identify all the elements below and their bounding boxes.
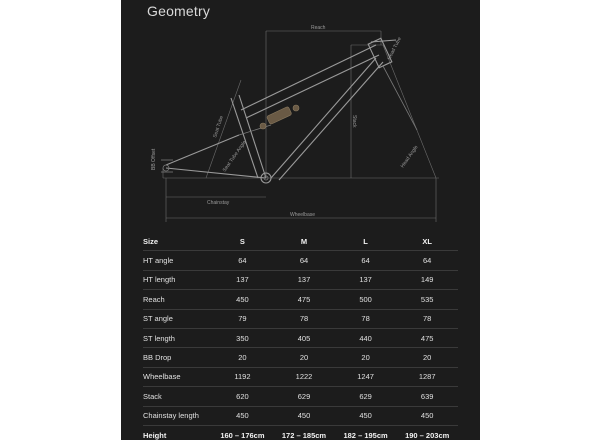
shock-mount-upper	[293, 105, 299, 111]
height-value-m: 172 – 185cm	[281, 430, 327, 440]
cell-value: 78	[273, 309, 335, 328]
cell-value: 475	[273, 290, 335, 309]
table-row	[143, 328, 458, 347]
cell-value: 1192	[212, 367, 274, 386]
row-label: BB Drop	[143, 348, 212, 367]
geometry-panel	[121, 0, 480, 440]
frame-geometry-diagram	[121, 0, 480, 232]
cell-value: 475	[396, 328, 458, 347]
table-row	[143, 348, 458, 367]
row-label: HT angle	[143, 251, 212, 270]
cell-value: 620	[212, 387, 274, 406]
label-stack: Stack	[351, 115, 357, 128]
cell-value: 450	[212, 290, 274, 309]
cell-value: 450	[212, 406, 274, 425]
cell-value: 20	[273, 348, 335, 367]
cell-value: 629	[273, 387, 335, 406]
cell-value: 1247	[335, 367, 397, 386]
cell-value: 137	[273, 270, 335, 289]
cell-value: 1222	[273, 367, 335, 386]
seat-tube-rear-edge	[231, 98, 258, 178]
cell-value: 440	[335, 328, 397, 347]
cell-value: 137	[335, 270, 397, 289]
cell-value: 450	[396, 406, 458, 425]
cell-value: 137	[212, 270, 274, 289]
cell-value: 405	[273, 328, 335, 347]
label-seat-tube-angle: Seat Tube Angle	[221, 139, 248, 174]
height-row	[143, 425, 458, 440]
cell-value: 639	[396, 387, 458, 406]
cell-value: 64	[273, 251, 335, 270]
table-row	[143, 309, 458, 328]
height-row-label: Height	[143, 430, 167, 440]
cell-value: 1287	[396, 367, 458, 386]
shock-mount-lower	[260, 123, 266, 129]
cell-value: 535	[396, 290, 458, 309]
label-bb-offset: BB Offset	[151, 148, 157, 170]
rear-shock	[266, 106, 292, 124]
label-head-angle: Head Angle	[399, 144, 420, 170]
cell-value: 79	[212, 309, 274, 328]
cell-value: 450	[273, 406, 335, 425]
row-label: Chainstay length	[143, 406, 212, 425]
header-size-s: S	[212, 232, 274, 251]
cell-value: 450	[335, 406, 397, 425]
row-label: HT length	[143, 270, 212, 289]
geometry-table	[143, 232, 458, 440]
height-value-s: 160 – 176cm	[220, 430, 265, 440]
table-header-row	[143, 232, 458, 251]
cell-value: 78	[335, 309, 397, 328]
cell-value: 64	[396, 251, 458, 270]
down-tube-lower-edge	[279, 62, 383, 180]
height-value-l: 182 – 195cm	[343, 430, 388, 440]
label-head-tube: Head Tube	[386, 36, 403, 61]
cell-value: 629	[335, 387, 397, 406]
cell-value: 20	[335, 348, 397, 367]
header-size-m: M	[273, 232, 335, 251]
height-value-xl: 190 – 203cm	[405, 430, 450, 440]
label-chainstay: Chainstay	[207, 200, 230, 206]
cell-value: 78	[396, 309, 458, 328]
table-row	[143, 251, 458, 270]
header-size-xl: XL	[396, 232, 458, 251]
cell-value: 500	[335, 290, 397, 309]
table-row	[143, 290, 458, 309]
header-size-label: Size	[143, 232, 212, 251]
chainstay	[166, 168, 266, 178]
cell-value: 20	[396, 348, 458, 367]
top-tube	[241, 45, 376, 110]
cell-value: 149	[396, 270, 458, 289]
table-row	[143, 387, 458, 406]
label-seat-tube: Seat Tube	[212, 115, 225, 139]
row-label: ST length	[143, 328, 212, 347]
down-tube	[271, 58, 376, 178]
table-row	[143, 270, 458, 289]
cell-value: 350	[212, 328, 274, 347]
page-title: Geometry	[147, 3, 211, 19]
cell-value: 20	[212, 348, 274, 367]
cell-value: 64	[335, 251, 397, 270]
row-label: Reach	[143, 290, 212, 309]
row-label: Wheelbase	[143, 367, 212, 386]
table-row	[143, 406, 458, 425]
cell-value: 64	[212, 251, 274, 270]
row-label: ST angle	[143, 309, 212, 328]
table-row	[143, 367, 458, 386]
fork	[383, 66, 417, 130]
seat-tube	[239, 95, 266, 178]
label-reach: Reach	[311, 25, 326, 31]
seat-angle-guide	[206, 80, 241, 178]
header-size-l: L	[335, 232, 397, 251]
row-label: Stack	[143, 387, 212, 406]
label-wheelbase: Wheelbase	[290, 212, 316, 218]
